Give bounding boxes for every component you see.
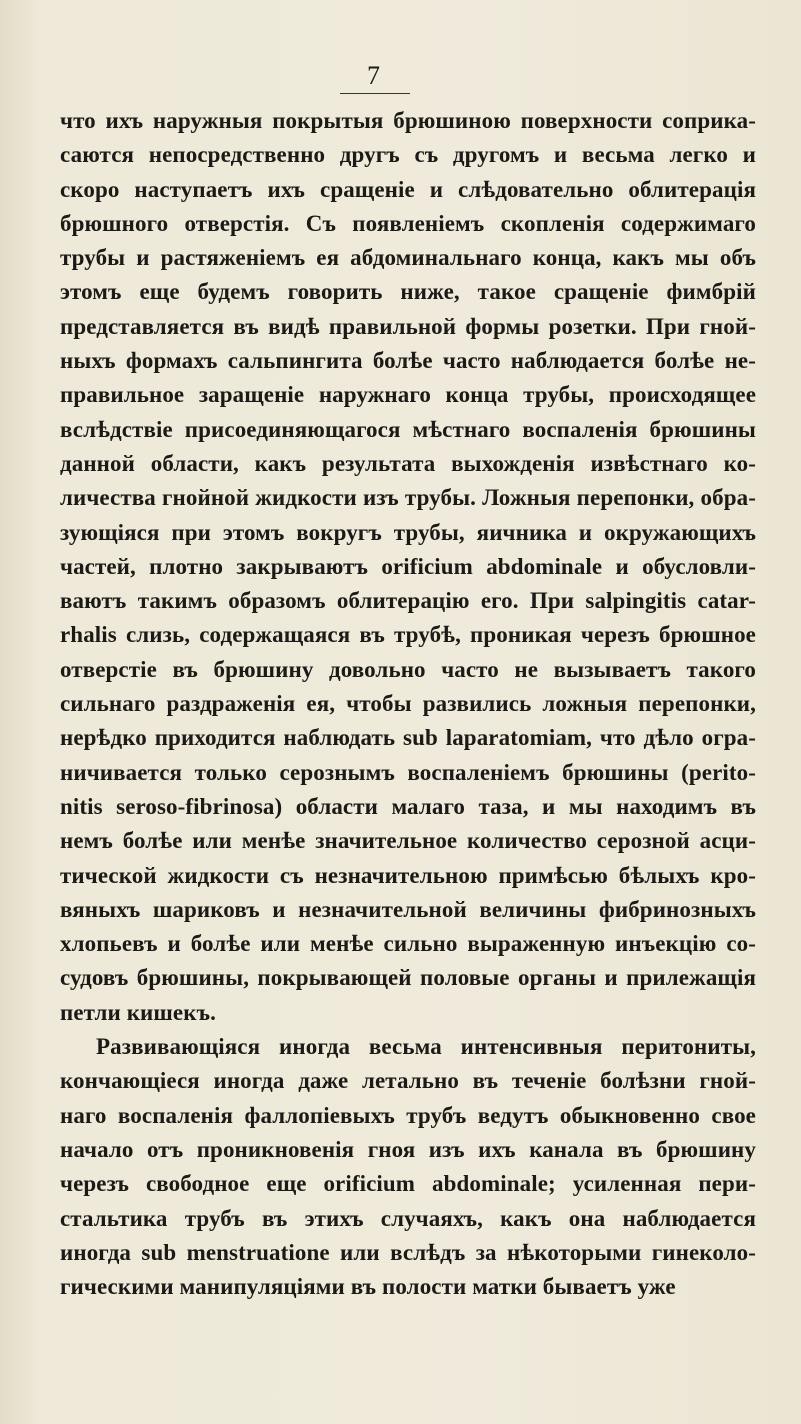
- text-line: зующіяся при этомъ вокругъ трубы, яичника и окружающихъ: [60, 519, 756, 545]
- text-line: нерѣдко приходится наблюдать sub laparatomiam, что дѣло огра-: [60, 725, 756, 751]
- text-line: петли кишекъ.: [60, 999, 216, 1025]
- text-line: представляется въ видѣ правильной формы розетки. При гной-: [60, 313, 756, 339]
- text-line: иногда sub menstruatione или вслѣдъ за нѣкоторыми гинеколо-: [60, 1239, 756, 1265]
- text-line: ваютъ такимъ образомъ облитерацію его. При salpingitis catar-: [60, 588, 756, 614]
- text-line: вяныхъ шариковъ и незначительной величины фибринозныхъ: [60, 896, 756, 922]
- text-line: частей, плотно закрываютъ orificium abdominale и обусловли-: [60, 553, 756, 579]
- text-line: rhalis слизь, содержащаяся въ трубѣ, проникая черезъ брюшное: [60, 622, 756, 648]
- text-line: начало отъ проникновенія гноя изъ ихъ канала въ брюшину: [60, 1136, 756, 1162]
- text-line: хлопьевъ и болѣе или менѣе сильно выраженную инъекцію со-: [60, 931, 756, 957]
- text-line: скоро наступаетъ ихъ сращеніе и слѣдовательно облитерація: [60, 176, 756, 202]
- text-line: ничивается только серознымъ воспаленіемъ брюшины (perito-: [60, 759, 756, 785]
- text-line: немъ болѣе или менѣе значительное количество серозной асци-: [60, 828, 756, 854]
- text-line: личества гнойной жидкости изъ трубы. Ложныя перепонки, обра-: [60, 485, 756, 511]
- text-line: наго воспаленія фаллопіевыхъ трубъ ведутъ обыкновенно свое: [60, 1102, 756, 1128]
- paragraph: [60, 1030, 756, 1304]
- text-line: трубы и растяженіемъ ея абдоминальнаго конца, какъ мы объ: [60, 245, 756, 271]
- text-line: nitis seroso-fibrinosa) области малаго таза, и мы находимъ въ: [60, 793, 756, 819]
- text-line: тической жидкости съ незначительною примѣсью бѣлыхъ кро-: [60, 862, 756, 888]
- text-line: судовъ брюшины, покрывающей половые органы и прилежащія: [60, 965, 756, 991]
- text-line: что ихъ наружныя покрытыя брюшиною поверхности соприка-: [60, 108, 756, 133]
- text-line: данной области, какъ результата выхожденія извѣстнаго ко-: [60, 450, 756, 476]
- text-line: сильнаго раздраженія ея, чтобы развились ложныя перепонки,: [60, 691, 756, 717]
- text-line: брюшного отверстія. Съ появленіемъ скопленія содержимаго: [60, 210, 756, 236]
- text-line: стальтика трубъ въ этихъ случаяхъ, какъ она наблюдается: [60, 1205, 756, 1231]
- body-text: [60, 104, 756, 1304]
- text-line: этомъ еще будемъ говорить ниже, такое сращеніе фимбрій: [60, 279, 756, 305]
- page-number: 7: [367, 61, 381, 90]
- text-line: правильное заращеніе наружнаго конца трубы, происходящее: [60, 382, 756, 408]
- text-line: гическими манипуляціями въ полости матки бываетъ уже: [60, 1274, 676, 1300]
- page-number-rule: [340, 93, 410, 94]
- text-line: ныхъ формахъ сальпингита болѣе часто наблюдается болѣе не-: [60, 348, 756, 374]
- text-line: кончающіеся иногда даже летально въ теченіе болѣзни гной-: [60, 1068, 756, 1094]
- paragraph: [60, 104, 756, 1030]
- text-line: саются непосредственно другъ съ другомъ и весьма легко и: [60, 142, 756, 168]
- text-line: вслѣдствіе присоединяющагося мѣстнаго воспаленія брюшины: [60, 416, 756, 442]
- text-line: Развивающіяся иногда весьма интенсивныя перитониты,: [96, 1034, 756, 1060]
- text-line: отверстіе въ брюшину довольно часто не вызываетъ такого: [60, 656, 756, 682]
- text-line: черезъ свободное еще orificium abdominale; усиленная пери-: [60, 1171, 756, 1197]
